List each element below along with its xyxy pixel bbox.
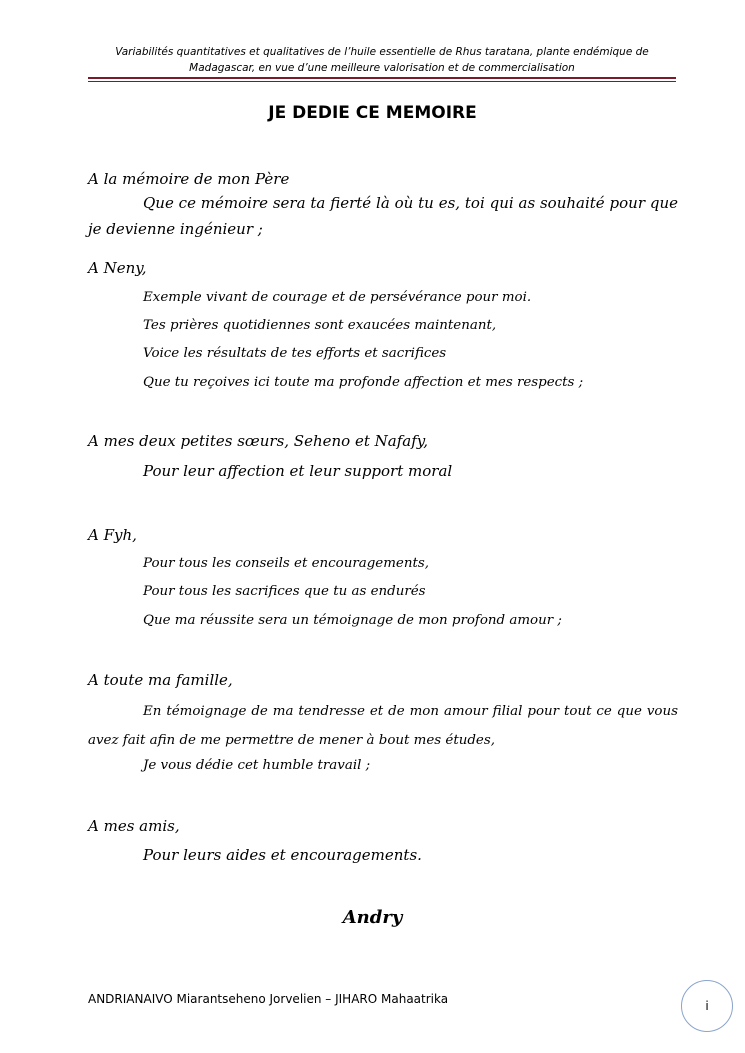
header-rule bbox=[88, 77, 676, 79]
dedication-heading-sisters: A mes deux petites sœurs, Seheno et Nafafy, bbox=[88, 432, 428, 450]
family-last-line: Je vous dédie cet humble travail ; bbox=[143, 758, 371, 773]
fyh-line: Que ma réussite sera un témoignage de mon profond amour ; bbox=[143, 613, 562, 628]
dedication-heading-father: A la mémoire de mon Père bbox=[88, 170, 290, 188]
neny-line: Exemple vivant de courage et de persévérance pour moi. bbox=[143, 290, 532, 305]
footer-authors: ANDRIANAIVO Miarantseheno Jorvelien – JIHARO Mahaatrika bbox=[88, 992, 449, 1006]
fyh-line: Pour tous les sacrifices que tu as endurés bbox=[143, 584, 426, 599]
page-title: JE DEDIE CE MEMOIRE bbox=[268, 103, 477, 123]
family-text: En témoignage de ma tendresse et de mon amour filial pour tout ce que vous avez fait afin de me permettre de mener à bout mes études, bbox=[88, 704, 678, 748]
header-line-1: Variabilités quantitatives et qualitatives de l’huile essentielle de Rhus taratana, plante endémique de bbox=[115, 46, 649, 58]
friends-line: Pour leurs aides et encouragements. bbox=[143, 846, 422, 864]
signature: Andry bbox=[342, 907, 403, 928]
page-number-badge bbox=[681, 980, 733, 1032]
neny-line: Tes prières quotidiennes sont exaucées maintenant, bbox=[143, 318, 497, 333]
dedication-heading-fyh: A Fyh, bbox=[88, 526, 137, 544]
header-rule-thin bbox=[88, 81, 676, 82]
dedication-heading-friends: A mes amis, bbox=[88, 817, 180, 835]
running-header bbox=[88, 44, 676, 76]
page-number: i bbox=[705, 999, 709, 1013]
header-line-2: Madagascar, en vue d’une meilleure valorisation et de commercialisation bbox=[189, 62, 575, 74]
neny-line: Que tu reçoives ici toute ma profonde affection et mes respects ; bbox=[143, 375, 584, 390]
neny-line: Voice les résultats de tes efforts et sacrifices bbox=[143, 346, 447, 361]
dedication-heading-family: A toute ma famille, bbox=[88, 671, 233, 689]
fyh-line: Pour tous les conseils et encouragements, bbox=[143, 556, 429, 571]
sisters-line: Pour leur affection et leur support moral bbox=[143, 462, 453, 480]
dedication-heading-neny: A Neny, bbox=[88, 259, 147, 277]
dedication-text-father: Que ce mémoire sera ta fierté là où tu es, toi qui as souhaité pour que je devienne ingénieur ; bbox=[88, 194, 678, 238]
